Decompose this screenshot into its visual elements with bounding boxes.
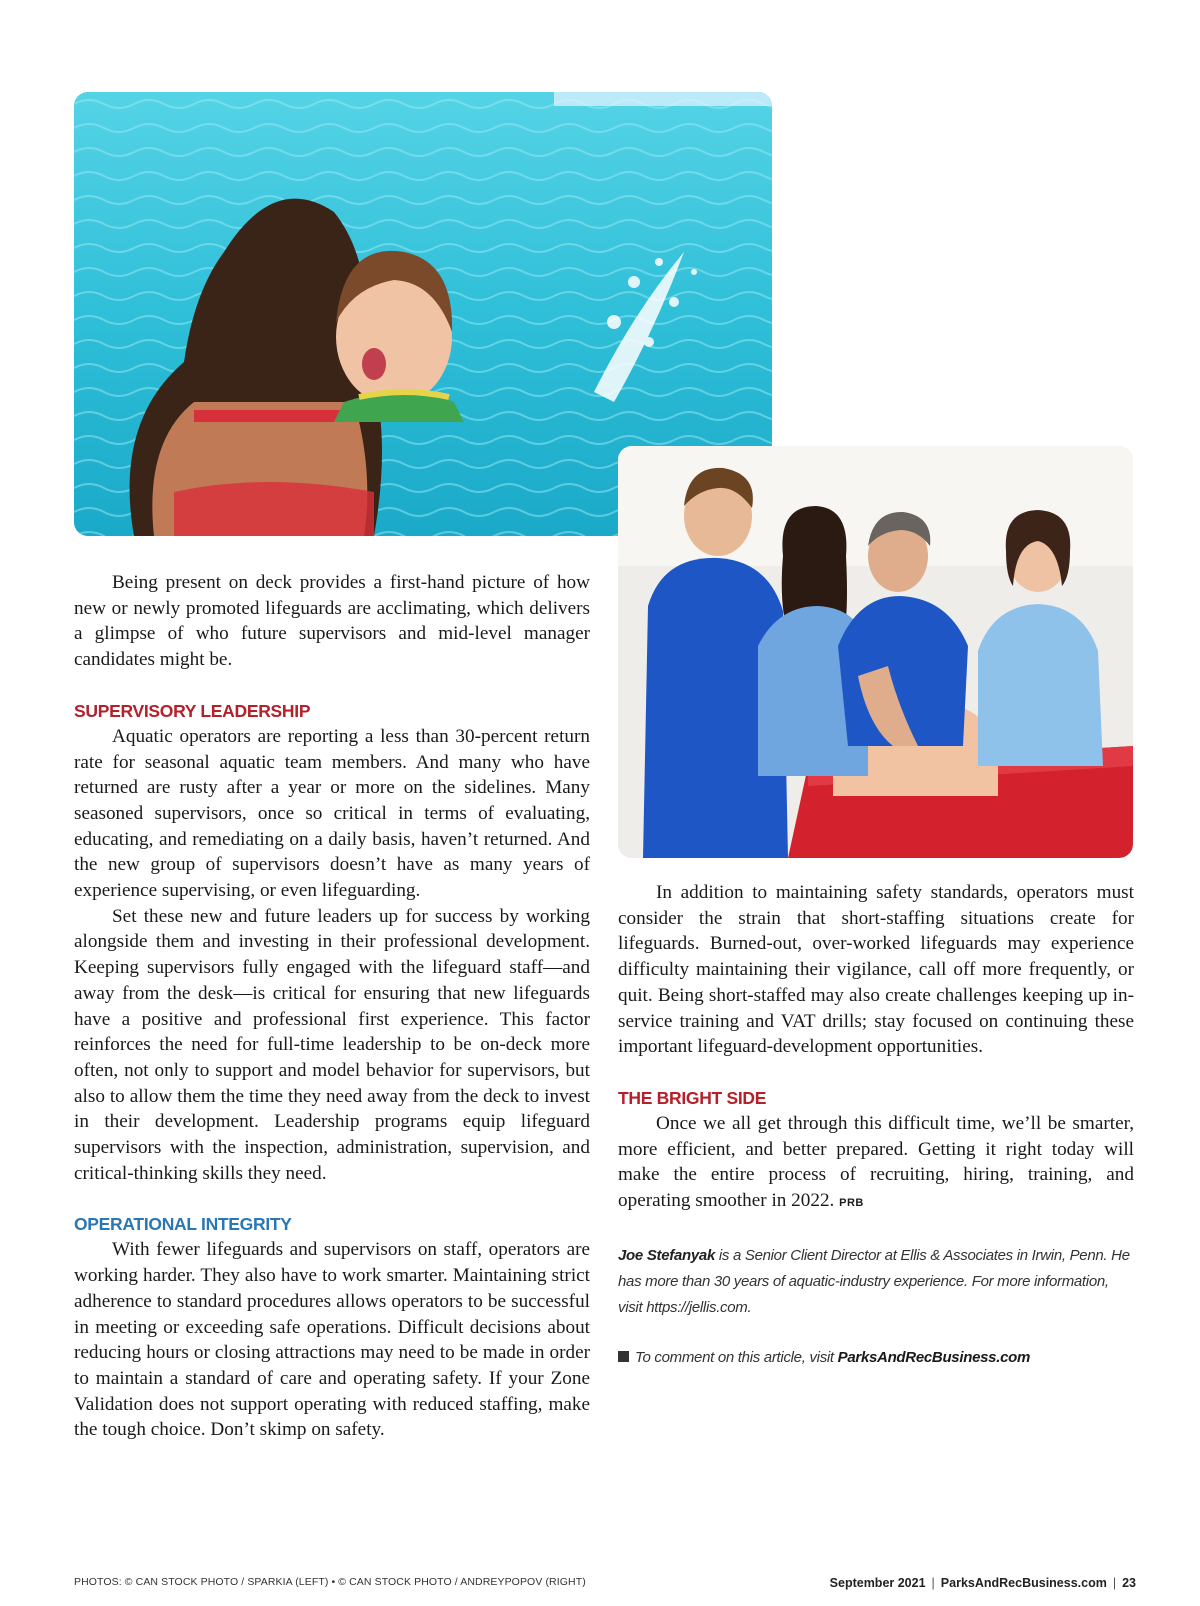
intro-paragraph: Being present on deck provides a first-hand picture of how new or newly promoted lifeguards are acclimating, which delivers a glimpse of who future supervisors and mid-level manager candidates might be. — [74, 572, 590, 671]
end-mark: PRB — [839, 1197, 864, 1210]
author-bio-text: is a Senior Client Director at Ellis & Associates in Irwin, Penn. He has more than 30 years of aquatic-industry experience. For more information, visit https://jellis.com. — [618, 1246, 1130, 1316]
comment-text: To comment on this article, visit — [635, 1348, 838, 1366]
page-footer — [830, 1576, 1136, 1590]
author-name: Joe Stefanyak — [618, 1246, 715, 1264]
heading-supervisory-leadership: SUPERVISORY LEADERSHIP — [74, 700, 311, 721]
square-bullet-icon — [618, 1351, 629, 1362]
heading-bright-side: THE BRIGHT SIDE — [618, 1087, 767, 1108]
body-paragraph: Set these new and future leaders up for success by working alongside them and investing in their professional development. Keeping supervisors fully engaged with the lifeguard staff—and away from the desk—is critical for ensuring that new lifeguards have a positive and professional first experience. This factor reinforces the need for full-time leadership to be on-deck more often, not only to support and model behavior for supervisors, but also to allow them the time they need away from the deck to invest in their development. Leadership programs equip lifeguard supervisors with the inspection, administration, supervision, and critical-thinking skills they need. — [74, 905, 590, 1184]
heading-operational-integrity: OPERATIONAL INTEGRITY — [74, 1214, 292, 1235]
site-name: ParksAndRecBusiness.com — [940, 1576, 1107, 1590]
right-column — [618, 880, 1134, 1369]
comment-callout — [618, 1347, 1134, 1369]
body-paragraph: In addition to maintaining safety standards, operators must consider the strain that short-staffing situations create for lifeguards. Burned-out, over-worked lifeguards may experience difficulty maintaining their vigilance, call off more frequently, or quit. Being short-staffed may also create challenges keeping up in-service training and VAT drills; stay focused on continuing these important lifeguard-development opportunities. — [618, 882, 1134, 1058]
cpr-training-photo-icon — [618, 446, 1133, 858]
separator: | — [931, 1576, 935, 1590]
body-paragraph: With fewer lifeguards and supervisors on staff, operators are working harder. They also have to work smarter. Maintaining strict adherence to standard procedures allows operators to be successful in meeting or exceeding safe operations. Difficult decisions about reducing hours or closing attractions may need to be made in order to maintain a standard of care and operating safety. If your Zone Validation does not support operating with reduced staffing, make the tough choice. Don’t skimp on safety. — [74, 1239, 590, 1441]
page-number: 23 — [1122, 1576, 1136, 1590]
comment-link[interactable]: ParksAndRecBusiness.com — [837, 1348, 1031, 1366]
issue-date: September 2021 — [829, 1576, 926, 1590]
author-bio — [618, 1243, 1134, 1321]
closing-text: Once we all get through this difficult time, we’ll be smarter, more efficient, and better prepared. Getting it right today will make the entire process of recruiting, hiring, training, and operating smoother in 2022. — [618, 1112, 1134, 1212]
cpr-photo — [618, 446, 1133, 858]
body-paragraph: Aquatic operators are reporting a less than 30-percent return rate for seasonal aquatic team members. And many who have returned are rusty after a year or more on the sidelines. Many seasoned supervisors, once so critical in terms of evaluating, educating, and remediating on a daily basis, haven’t returned. And the new group of supervisors doesn’t have as many years of experience supervising, or even lifeguarding. — [74, 725, 590, 902]
photo-credit: PHOTOS: © CAN STOCK PHOTO / SPARKIA (LEFT) • © CAN STOCK PHOTO / ANDREYPOPOV (RIGHT) — [74, 1576, 586, 1588]
left-column — [74, 570, 590, 1443]
separator: | — [1112, 1576, 1117, 1590]
body-paragraph — [618, 1111, 1134, 1217]
